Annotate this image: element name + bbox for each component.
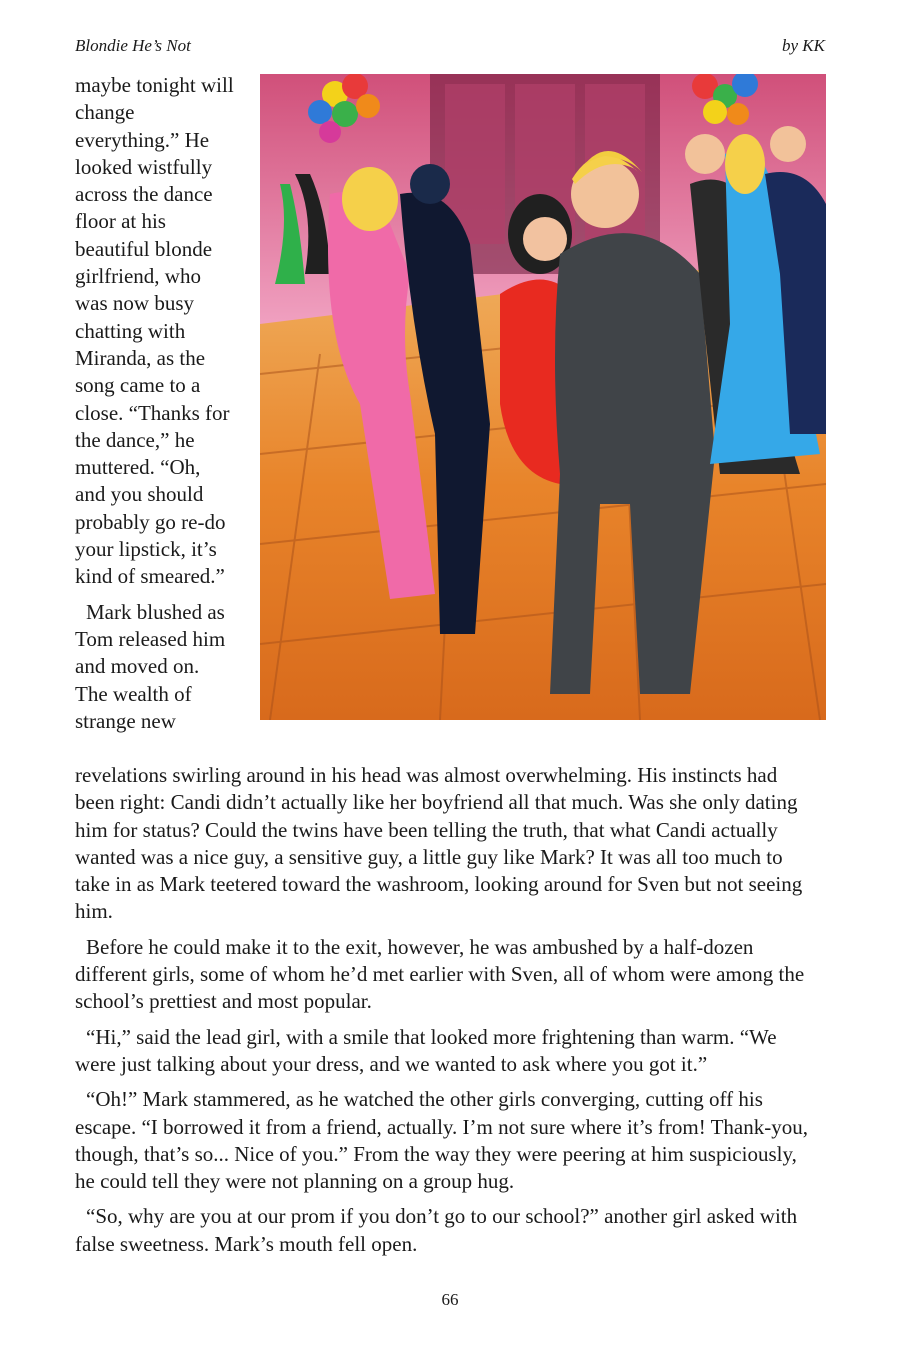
narrow-column xyxy=(75,72,235,743)
paragraph: revelations swirling around in his head was almost overwhelming. His instincts had been right: Candi didn’t actually like her boyfriend all that much. Was she only dating him for status? Could the twins have been telling the truth, that what Candi actually wanted was a nice guy, a sensitive guy, a little guy like Mark? It was all too much to take in as Mark teetered toward the washroom, looking around for Sven but not seeing him. xyxy=(75,763,803,924)
running-author: by KK xyxy=(782,36,825,55)
running-title: Blondie He’s Not xyxy=(75,36,191,55)
full-width-text xyxy=(75,762,820,1266)
paragraph: “So, why are you at our prom if you don’t go to our school?” another girl asked with false sweetness. Mark’s mouth fell open. xyxy=(75,1204,798,1256)
paragraph: maybe tonight will change everything.” He looked wistfully across the dance floor at his beautiful blonde girlfriend, who was now busy chatting with Miranda, as the song came to a close. “Thanks for the dance,” he muttered. “Oh, and you should probably go re-do your lipstick, it’s kind of smeared.” xyxy=(75,73,234,589)
paragraph: “Hi,” said the lead girl, with a smile that looked more frightening than warm. “We were just talking about your dress, and we wanted to ask where you got it.” xyxy=(75,1024,777,1076)
prom-illustration xyxy=(260,74,826,720)
page-number: 66 xyxy=(441,1290,459,1309)
paragraph: Mark blushed as Tom released him and moved on. The wealth of strange new xyxy=(75,599,226,733)
paragraph: “Oh!” Mark stammered, as he watched the other girls converging, cutting off his escape. “I borrowed it from a friend, actually. I’m not sure where it’s from! Thank-you, though, that’s so... Nice of you.” From the way they were peering at him suspiciously, he could tell they were not planning on a group hug. xyxy=(75,1087,808,1194)
paragraph: Before he could make it to the exit, however, he was ambushed by a half-dozen different girls, some of whom he’d met earlier with Sven, all of whom were among the school’s prettiest and most popular. xyxy=(75,934,805,1014)
